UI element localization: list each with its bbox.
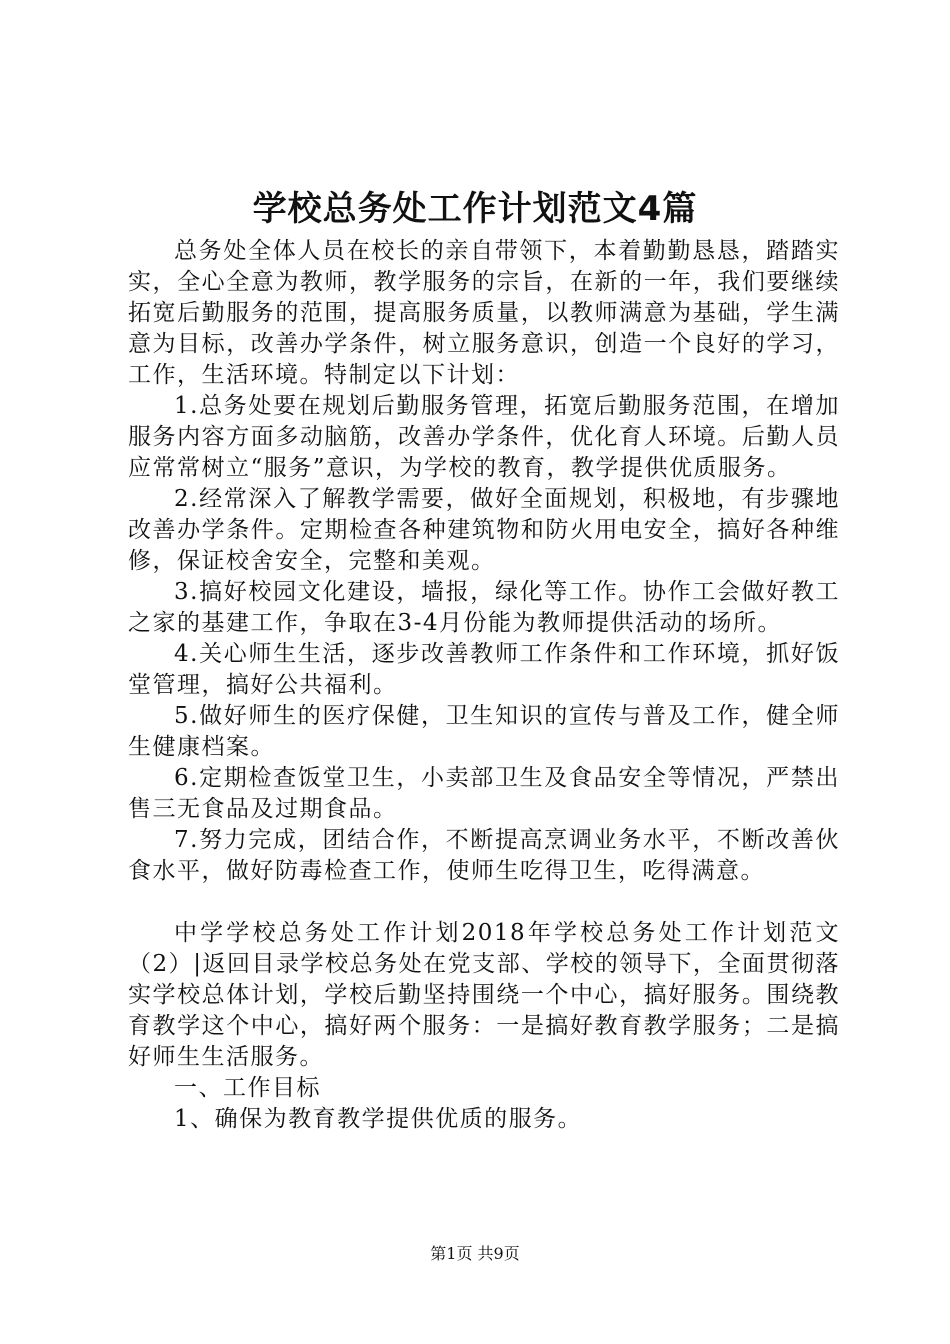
plan-item-1: 1.总务处要在规划后勤服务管理，拓宽后勤服务范围，在增加服务内容方面多动脑筋，改善办学条件，优化育人环境。后勤人员应常常树立“服务”意识，为学校的教育，教学提供优质服务。: [128, 393, 840, 481]
goal-item-1: 1、确保为教育教学提供优质的服务。: [174, 1106, 583, 1132]
document-body: [128, 236, 840, 1135]
intro-paragraph: 总务处全体人员在校长的亲自带领下，本着勤勤恳恳，踏踏实实，全心全意为教师，教学服务的宗旨，在新的一年，我们要继续拓宽后勤服务的范围，提高服务质量，以教师满意为基础，学生满意为目标，改善办学条件，树立服务意识，创造一个良好的学习，工作，生活环境。特制定以下计划：: [128, 238, 840, 388]
plan-item-4: 4.关心师生生活，逐步改善教师工作条件和工作环境，抓好饭堂管理，搞好公共福利。: [128, 641, 840, 698]
section-heading-work-goals: 一、工作目标: [174, 1075, 321, 1101]
document-title: 学校总务处工作计划范文4篇: [252, 189, 698, 229]
page-number-footer: 第1页 共9页: [430, 1244, 520, 1263]
plan-item-6: 6.定期检查饭堂卫生，小卖部卫生及食品安全等情况，严禁出售三无食品及过期食品。: [128, 765, 840, 822]
plan-item-2: 2.经常深入了解教学需要，做好全面规划，积极地，有步骤地改善办学条件。定期检查各种建筑物和防火用电安全，搞好各种维修，保证校舍安全，完整和美观。: [128, 486, 840, 574]
plan-item-3: 3.搞好校园文化建设，墙报，绿化等工作。协作工会做好教工之家的基建工作，争取在3-4月份能为教师提供活动的场所。: [128, 579, 840, 636]
plan-item-5: 5.做好师生的医疗保健，卫生知识的宣传与普及工作，健全师生健康档案。: [128, 703, 840, 760]
plan-item-7: 7.努力完成，团结合作，不断提高烹调业务水平，不断改善伙食水平，做好防毒检查工作，使师生吃得卫生，吃得满意。: [128, 827, 840, 884]
second-plan-intro-paragraph: 中学学校总务处工作计划2018年学校总务处工作计划范文（2）|返回目录学校总务处在党支部、学校的领导下，全面贯彻落实学校总体计划，学校后勤坚持围绕一个中心，搞好服务。围绕教育教学这个中心，搞好两个服务：一是搞好教育教学服务；二是搞好师生生活服务。: [128, 920, 840, 1070]
